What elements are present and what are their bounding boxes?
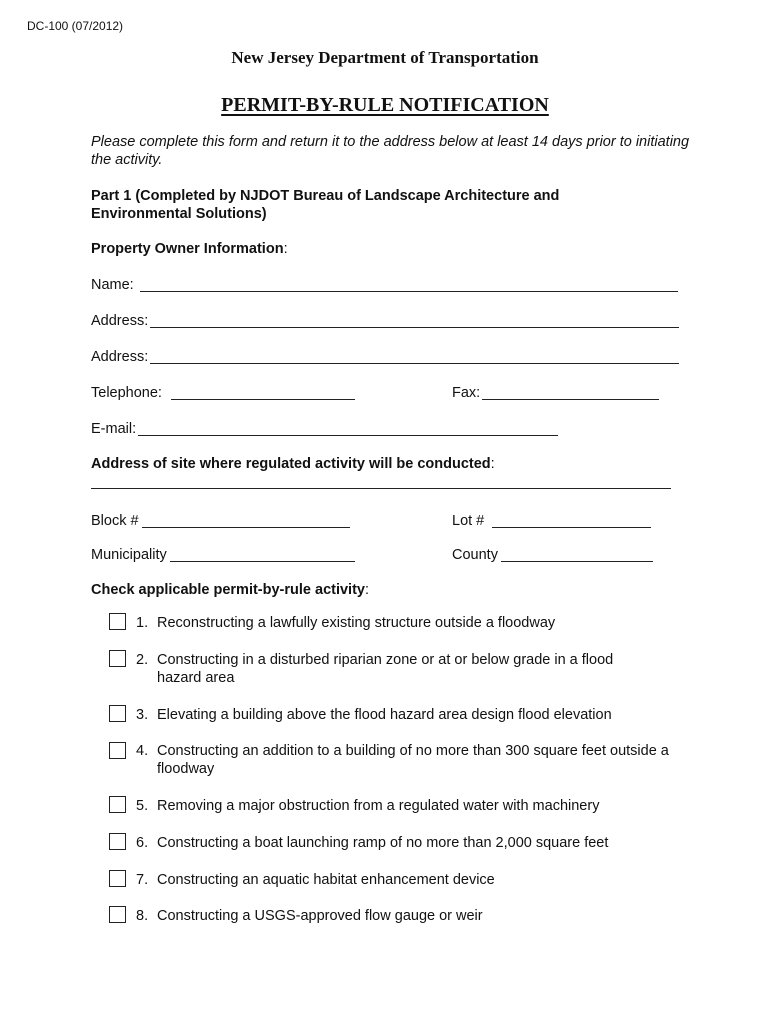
owner-section-heading xyxy=(91,241,288,257)
county-field[interactable] xyxy=(501,561,653,562)
site-heading-text: Address of site where regulated activity will be conducted xyxy=(91,456,491,472)
email-field[interactable] xyxy=(138,435,558,436)
municipality-field[interactable] xyxy=(170,561,355,562)
activity-6-number: 6. xyxy=(136,835,149,851)
activity-2-number: 2. xyxy=(136,652,149,668)
activity-2-text: Constructing in a disturbed riparian zone or at or below grade in a flood hazard area xyxy=(157,652,614,686)
activity-1-number: 1. xyxy=(136,615,149,631)
document-title: PERMIT-BY-RULE NOTIFICATION xyxy=(221,94,549,116)
activity-3-item xyxy=(136,706,696,724)
lot-label: Lot # xyxy=(452,513,485,529)
site-address-field[interactable] xyxy=(91,488,671,489)
activity-3-number: 3. xyxy=(136,707,149,723)
fax-field[interactable] xyxy=(482,399,659,400)
department-title: New Jersey Department of Transportation xyxy=(231,48,539,67)
activity-1-item xyxy=(136,614,696,632)
activity-4-checkbox[interactable] xyxy=(109,742,126,759)
activity-2-item xyxy=(136,651,696,687)
instructions-text: Please complete this form and return it to the address below at least 14 days prior to initiating the activity. xyxy=(91,134,690,168)
name-label: Name: xyxy=(91,277,134,293)
telephone-label: Telephone: xyxy=(91,385,162,401)
activity-7-checkbox[interactable] xyxy=(109,870,126,887)
telephone-field[interactable] xyxy=(171,399,355,400)
activity-3-checkbox[interactable] xyxy=(109,705,126,722)
activity-5-text: Removing a major obstruction from a regulated water with machinery xyxy=(157,798,600,814)
name-field[interactable] xyxy=(140,291,678,292)
email-label: E-mail: xyxy=(91,421,137,437)
site-heading-colon: : xyxy=(490,456,495,472)
activity-4-number: 4. xyxy=(136,743,149,759)
activity-section-heading xyxy=(91,582,369,598)
activity-6-text: Constructing a boat launching ramp of no more than 2,000 square feet xyxy=(157,835,609,851)
county-label: County xyxy=(452,547,498,563)
form-code: DC-100 (07/2012) xyxy=(27,19,124,33)
part1-heading: Part 1 (Completed by NJDOT Bureau of Landscape Architecture and Environmental Solutions) xyxy=(91,188,560,222)
activity-heading-colon: : xyxy=(364,582,370,598)
activity-1-text: Reconstructing a lawfully existing structure outside a floodway xyxy=(157,615,556,631)
address2-label: Address: xyxy=(91,349,149,365)
activity-3-text: Elevating a building above the flood hazard area design flood elevation xyxy=(157,707,612,723)
fax-label: Fax: xyxy=(452,385,481,401)
address1-label: Address: xyxy=(91,313,149,329)
lot-field[interactable] xyxy=(492,527,651,528)
activity-4-text: Constructing an addition to a building of no more than 300 square feet outside a floodway xyxy=(157,743,669,777)
activity-8-number: 8. xyxy=(136,908,149,924)
activity-8-text: Constructing a USGS-approved flow gauge or weir xyxy=(157,908,483,924)
activity-2-checkbox[interactable] xyxy=(109,650,126,667)
activity-8-checkbox[interactable] xyxy=(109,906,126,923)
activity-6-item xyxy=(136,834,696,852)
address1-field[interactable] xyxy=(150,327,679,328)
activity-7-number: 7. xyxy=(136,872,149,888)
activity-8-item xyxy=(136,907,696,925)
site-section-heading xyxy=(91,456,495,472)
block-label: Block # xyxy=(91,513,139,529)
activity-7-item xyxy=(136,871,696,889)
activity-5-item xyxy=(136,797,696,815)
activity-1-checkbox[interactable] xyxy=(109,613,126,630)
block-field[interactable] xyxy=(142,527,350,528)
owner-heading-text: Property Owner Information xyxy=(91,241,284,257)
activity-6-checkbox[interactable] xyxy=(109,833,126,850)
activity-5-number: 5. xyxy=(136,798,149,814)
activity-4-item xyxy=(136,742,696,778)
municipality-label: Municipality xyxy=(91,547,167,563)
address2-field[interactable] xyxy=(150,363,679,364)
activity-7-text: Constructing an aquatic habitat enhancement device xyxy=(157,872,495,888)
owner-heading-colon: : xyxy=(283,241,288,257)
activity-5-checkbox[interactable] xyxy=(109,796,126,813)
activity-heading-text: Check applicable permit-by-rule activity xyxy=(91,582,365,598)
